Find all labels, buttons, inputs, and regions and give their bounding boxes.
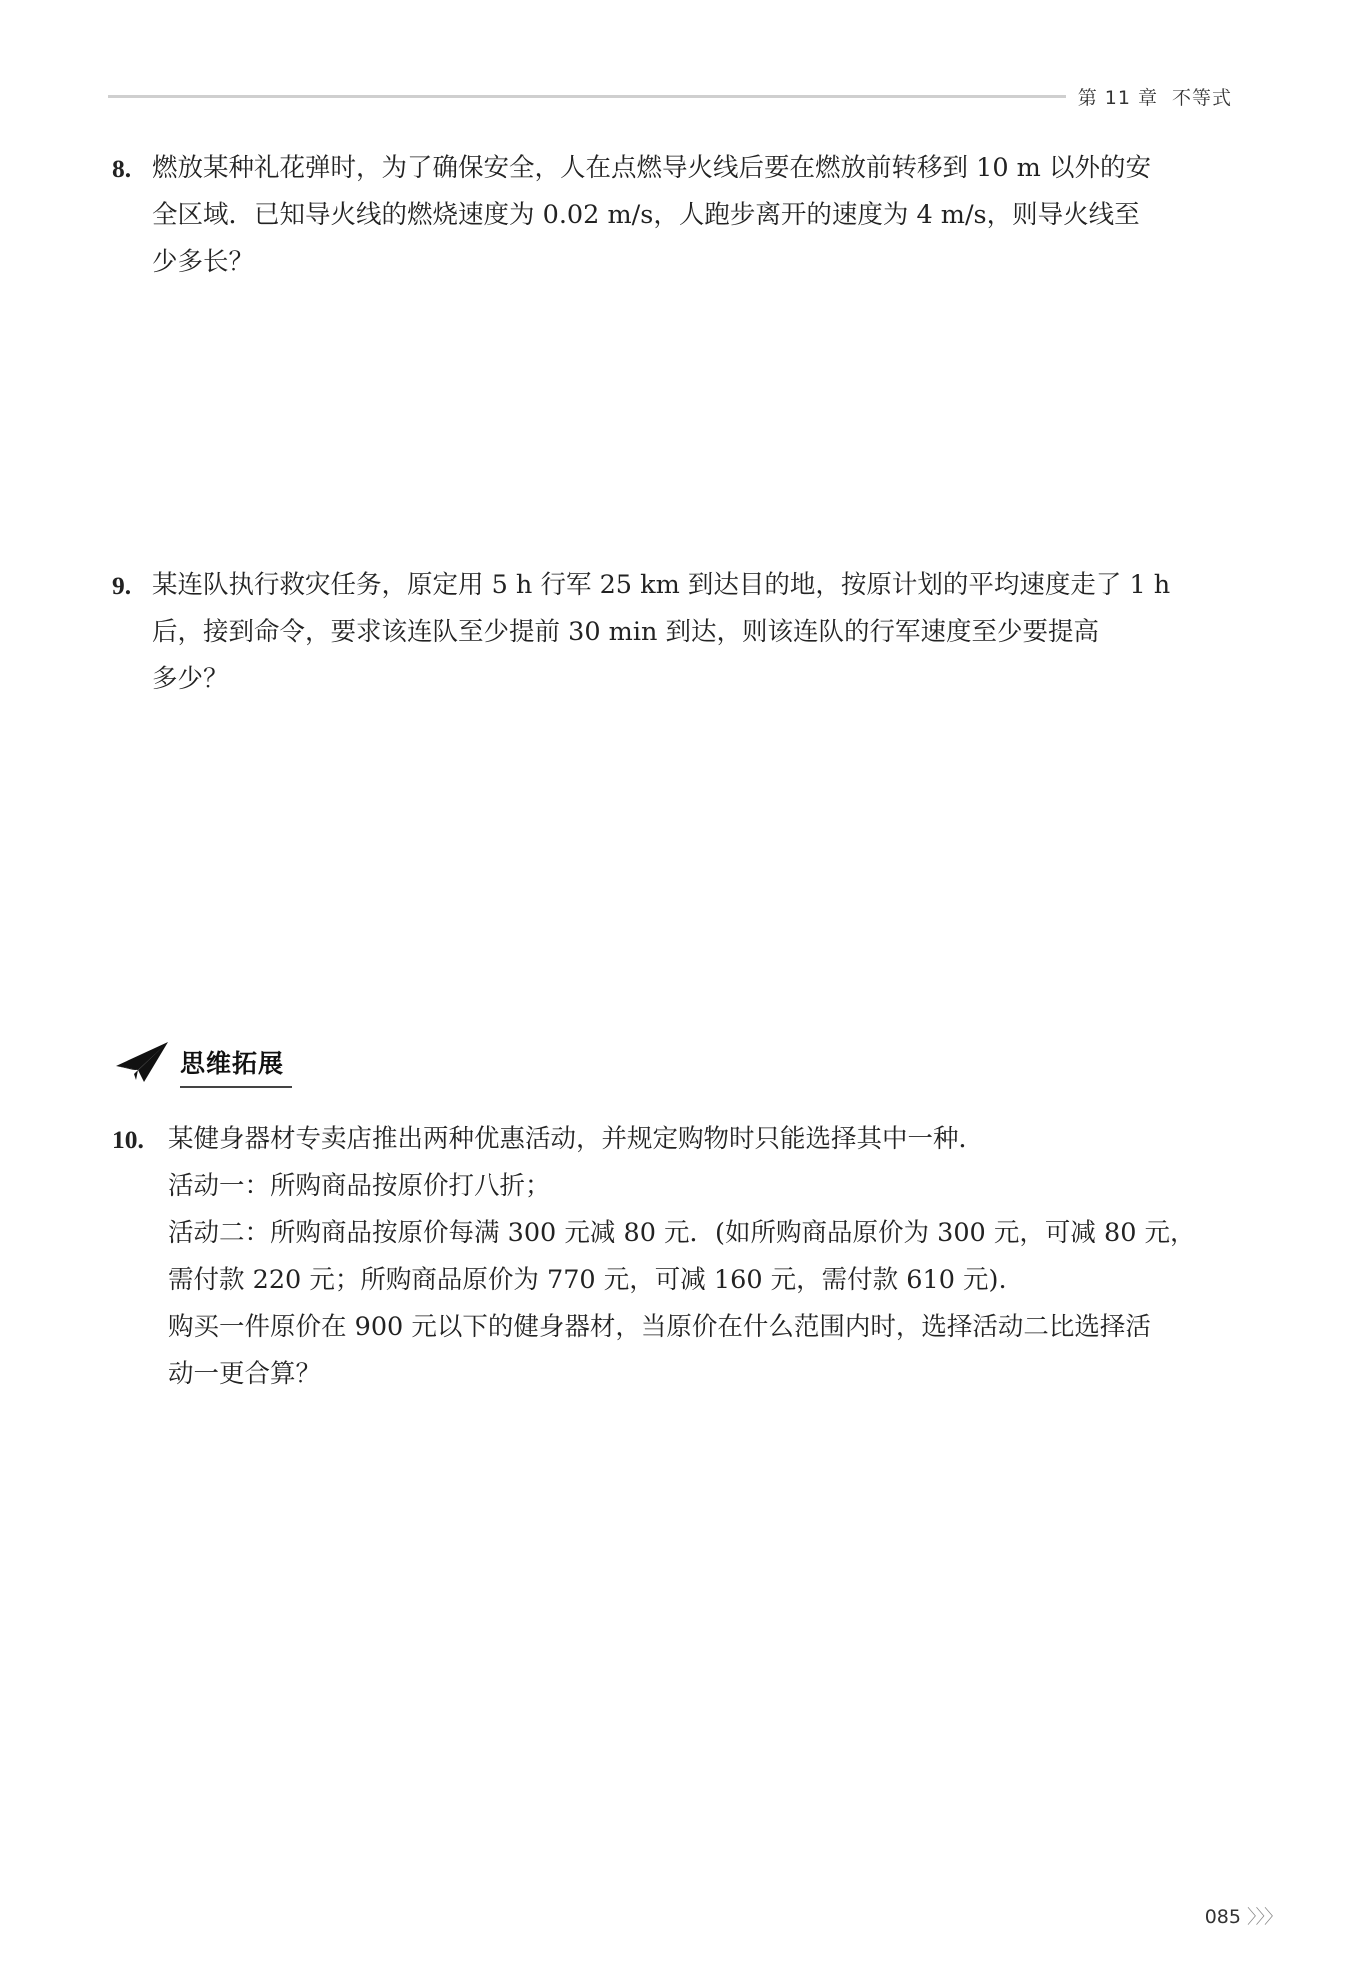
problem-text	[152, 145, 1242, 286]
header-rule	[108, 95, 1075, 98]
problem-text	[152, 562, 1242, 703]
problem-10	[112, 1116, 1242, 1398]
page-number-value: 085	[1204, 1906, 1241, 1928]
problem-text	[168, 1116, 1242, 1398]
problem-line: 多少？	[152, 664, 229, 694]
problem-line: 全区域．已知导火线的燃烧速度为 0.02 m/s，人跑步离开的速度为 4 m/s，则导火线至	[152, 200, 1140, 230]
chapter-title: 不等式	[1171, 87, 1232, 109]
problem-line: 活动二：所购商品按原价每满 300 元减 80 元．(如所购商品原价为 300 元，可减 80 元，	[168, 1218, 1196, 1248]
section-underline	[180, 1086, 292, 1088]
problem-line: 动一更合算？	[168, 1359, 322, 1389]
problem-line: 少多长？	[152, 247, 255, 277]
problem-line: 某健身器材专卖店推出两种优惠活动，并规定购物时只能选择其中一种．	[168, 1124, 985, 1154]
problem-9	[112, 562, 1242, 703]
paper-plane-icon	[114, 1040, 170, 1084]
problem-line: 燃放某种礼花弹时，为了确保安全，人在点燃导火线后要在燃放前转移到 10 m 以外的安	[152, 153, 1151, 183]
problem-line: 活动一：所购商品按原价打八折；	[168, 1171, 551, 1201]
running-header	[1066, 83, 1232, 110]
problem-number: 8.	[112, 154, 132, 183]
problem-line: 需付款 220 元；所购商品原价为 770 元，可减 160 元，需付款 610 元).	[168, 1265, 1007, 1295]
chapter-label: 第 11 章	[1077, 87, 1158, 109]
page-arrows-icon: 〉〉〉	[1246, 1906, 1282, 1928]
page-number	[1205, 1902, 1282, 1929]
section-title: 思维拓展	[180, 1049, 285, 1078]
problem-8	[112, 145, 1242, 286]
problem-line: 购买一件原价在 900 元以下的健身器材，当原价在什么范围内时，选择活动二比选择活	[168, 1312, 1151, 1342]
problem-number: 10.	[112, 1125, 144, 1154]
problem-number: 9.	[112, 571, 132, 600]
problem-line: 后，接到命令，要求该连队至少提前 30 min 到达，则该连队的行军速度至少要提高	[152, 617, 1100, 647]
problem-line: 某连队执行救灾任务，原定用 5 h 行军 25 km 到达目的地，按原计划的平均速度走了 1 h	[152, 570, 1171, 600]
